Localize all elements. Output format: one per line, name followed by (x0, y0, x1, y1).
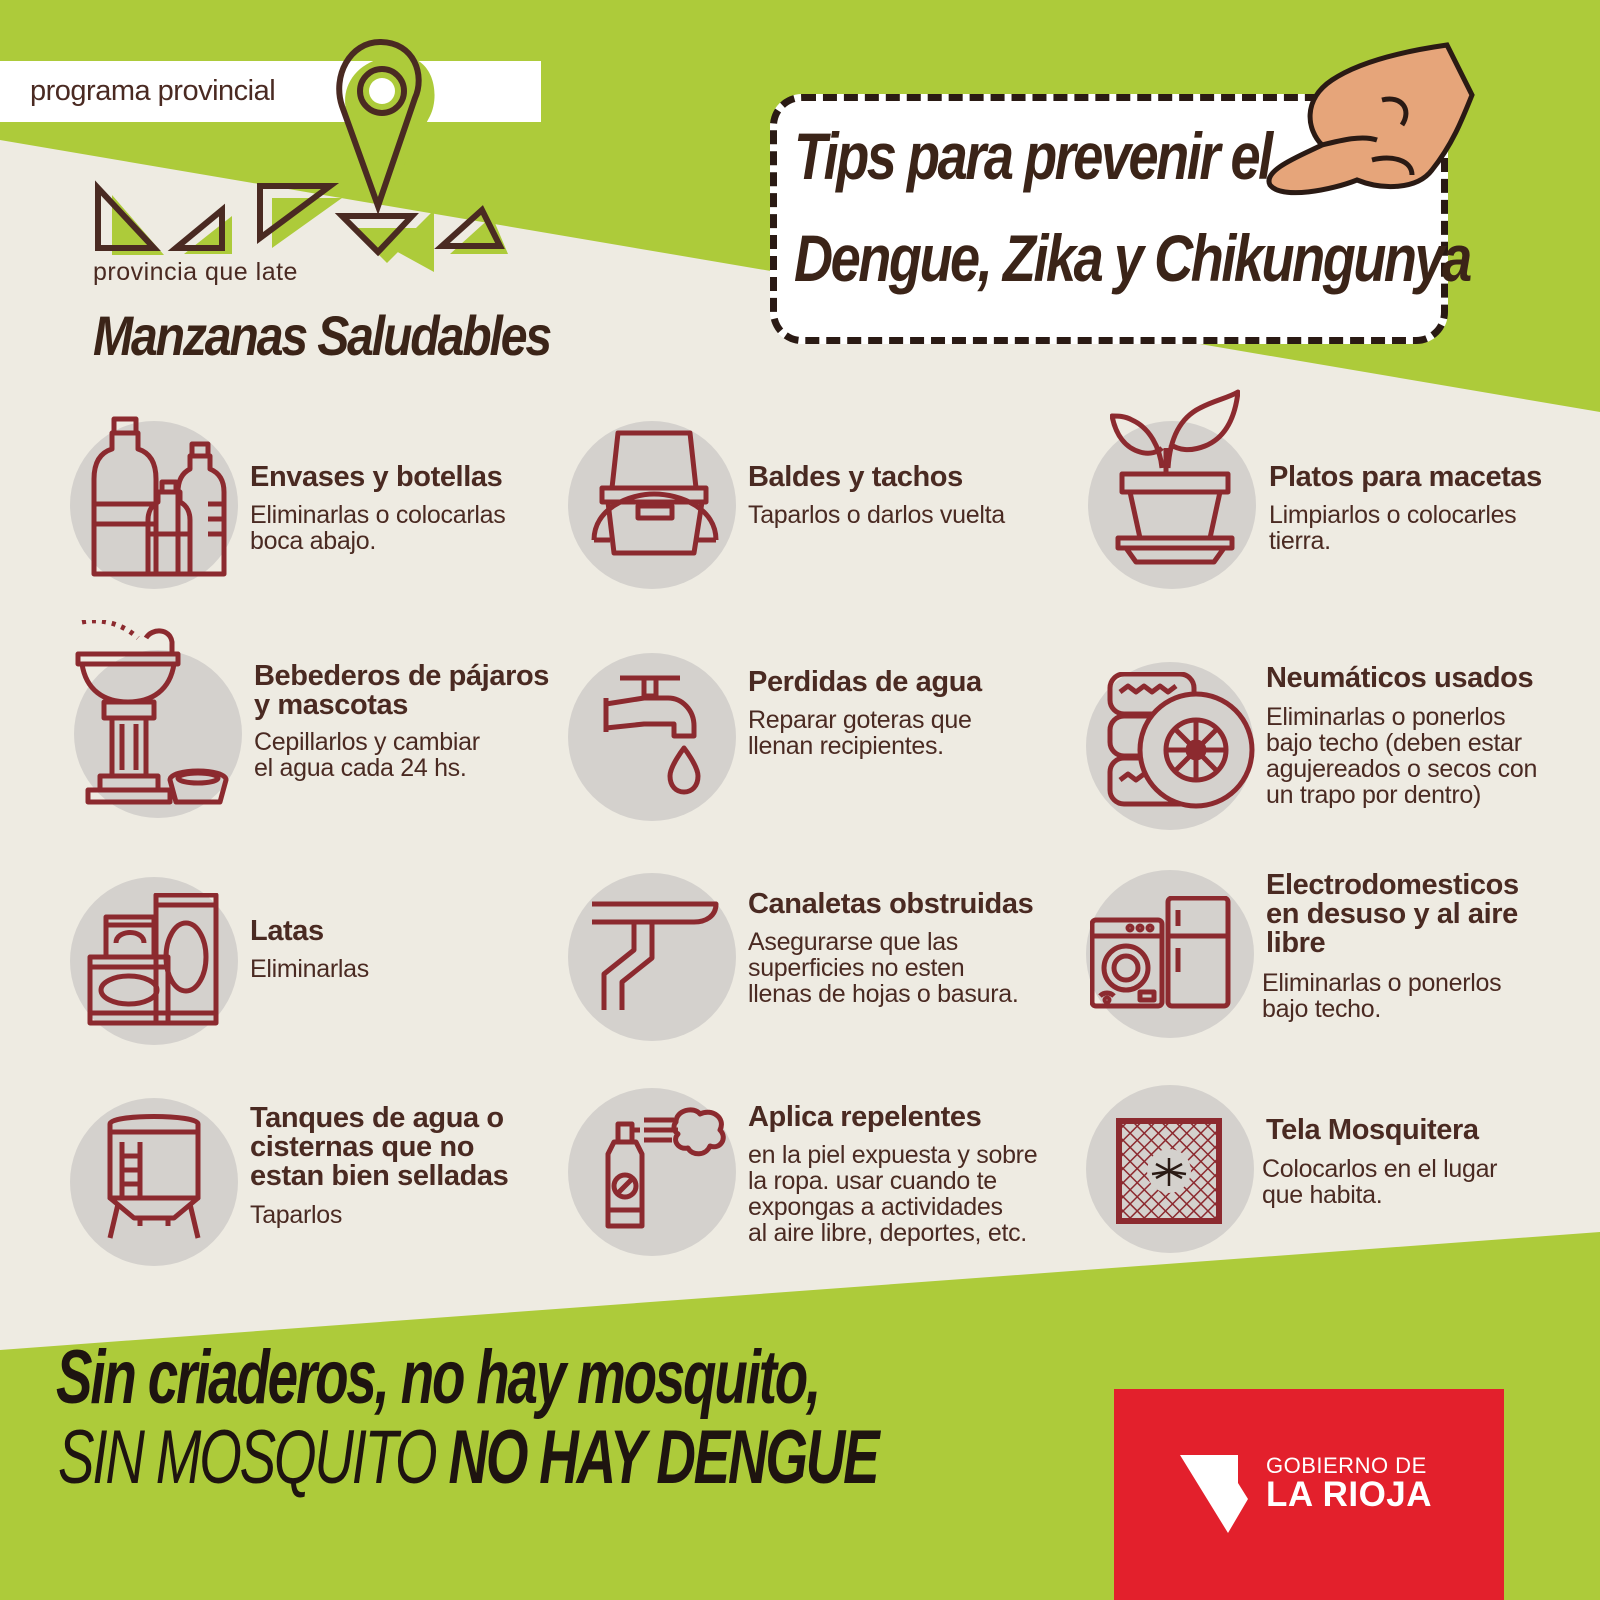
headline-line-2: Dengue, Zika y Chikungunya (794, 221, 1470, 295)
tip-10-title-line-1: Tanques de agua o (250, 1102, 504, 1134)
tip-10-title-line-3: estan bien selladas (250, 1160, 509, 1192)
appliances-icon (1090, 896, 1232, 1010)
tip-3-desc-line-2: tierra. (1269, 527, 1331, 555)
tip-8-desc-line-1: Asegurarse que las (748, 928, 959, 956)
tip-11-desc-line-2: la ropa. usar cuando te (748, 1167, 997, 1195)
headline-line-1: Tips para prevenir el (794, 119, 1271, 193)
tip-8-desc-line-3: llenas de hojas o basura. (748, 980, 1019, 1008)
tip-10-title-line-2: cisternas que no (250, 1131, 475, 1163)
tip-12-desc-line-1: Colocarlos en el lugar (1262, 1155, 1498, 1183)
tip-12-desc-line-2: que habita. (1262, 1181, 1383, 1209)
tip-9-title-line-3: libre (1266, 927, 1326, 959)
tip-3-desc-line-1: Limpiarlos o colocarles (1269, 501, 1517, 529)
tip-5-title: Perdidas de agua (748, 666, 982, 698)
government-name: LA RIOJA (1266, 1475, 1433, 1514)
tip-8-title: Canaletas obstruidas (748, 888, 1034, 920)
bucket-icon (590, 428, 720, 558)
tip-2-desc-line-1: Taparlos o darlos vuelta (748, 501, 1005, 529)
gutter-icon (590, 900, 720, 1020)
cans-icon (86, 893, 221, 1028)
tip-6-desc-line-3: agujereados o secos con (1266, 755, 1538, 783)
tip-6-desc-line-4: un trapo por dentro) (1266, 781, 1481, 809)
la-rioja-map-icon (1180, 1455, 1260, 1535)
slogan-line-2-light: SIN MOSQUITO (58, 1415, 449, 1500)
tip-2-title: Baldes y tachos (748, 461, 963, 493)
tip-8-desc-line-2: superficies no esten (748, 954, 965, 982)
tip-4-title-line-1: Bebederos de pájaros (254, 660, 549, 692)
tip-9-title-line-2: en desuso y al aire (1266, 898, 1518, 930)
tip-5-desc-line-2: llenan recipientes. (748, 732, 944, 760)
tip-7-title: Latas (250, 915, 324, 947)
tip-4-title-line-2: y mascotas (254, 689, 408, 721)
tip-10-desc-line-1: Taparlos (250, 1201, 343, 1229)
government-logo-panel (1114, 1389, 1504, 1600)
slogan-line-2-bold: NO HAY DENGUE (448, 1415, 878, 1500)
dripping-faucet-icon (600, 668, 710, 808)
tip-3-title: Platos para macetas (1269, 461, 1542, 493)
tip-11-desc-line-3: expongas a actividades (748, 1193, 1003, 1221)
tip-9-desc-line-1: Eliminarlas o ponerlos (1262, 969, 1502, 997)
tip-6-desc-line-2: bajo techo (deben estar (1266, 729, 1522, 757)
brand-title: Manzanas Saludables (93, 304, 550, 367)
government-label: GOBIERNO DE (1266, 1453, 1427, 1478)
tip-11-desc-line-1: en la piel expuesta y sobre (748, 1141, 1038, 1169)
tip-9-desc-line-2: bajo techo. (1262, 995, 1382, 1023)
tip-1-desc-line-2: boca abajo. (250, 527, 376, 555)
tip-9-title-line-1: Electrodomesticos (1266, 869, 1519, 901)
tip-6-title: Neumáticos usados (1266, 662, 1534, 694)
tip-11-desc-line-4: al aire libre, deportes, etc. (748, 1219, 1027, 1247)
tip-1-title: Envases y botellas (250, 461, 503, 493)
tip-4-desc-line-1: Cepillarlos y cambiar (254, 728, 480, 756)
tip-4-desc-line-2: el agua cada 24 hs. (254, 754, 467, 782)
program-tag (0, 61, 541, 122)
slogan-line-1: Sin criaderos, no hay mosquito, (56, 1335, 820, 1420)
tires-icon (1106, 672, 1256, 812)
pointing-hand-icon (1262, 40, 1477, 210)
tip-12-title: Tela Mosquitera (1266, 1114, 1479, 1146)
tip-5-desc-line-1: Reparar goteras que (748, 706, 972, 734)
program-tag-label: programa provincial (30, 75, 276, 107)
tip-11-title: Aplica repelentes (748, 1101, 982, 1133)
repellent-spray-icon (600, 1106, 730, 1231)
bottles-icon (84, 414, 229, 584)
mosquito-net-icon (1116, 1118, 1222, 1224)
slogan-line-2 (58, 1415, 878, 1500)
brand-subtitle: provincia que late (93, 258, 298, 286)
bird-bath-icon (74, 620, 234, 815)
plant-pot-icon (1110, 388, 1240, 568)
tip-7-desc-line-1: Eliminarlas (250, 955, 369, 983)
tip-1-desc-line-1: Eliminarlas o colocarlas (250, 501, 506, 529)
tip-6-desc-line-1: Eliminarlas o ponerlos (1266, 703, 1506, 731)
water-tank-icon (104, 1112, 204, 1242)
